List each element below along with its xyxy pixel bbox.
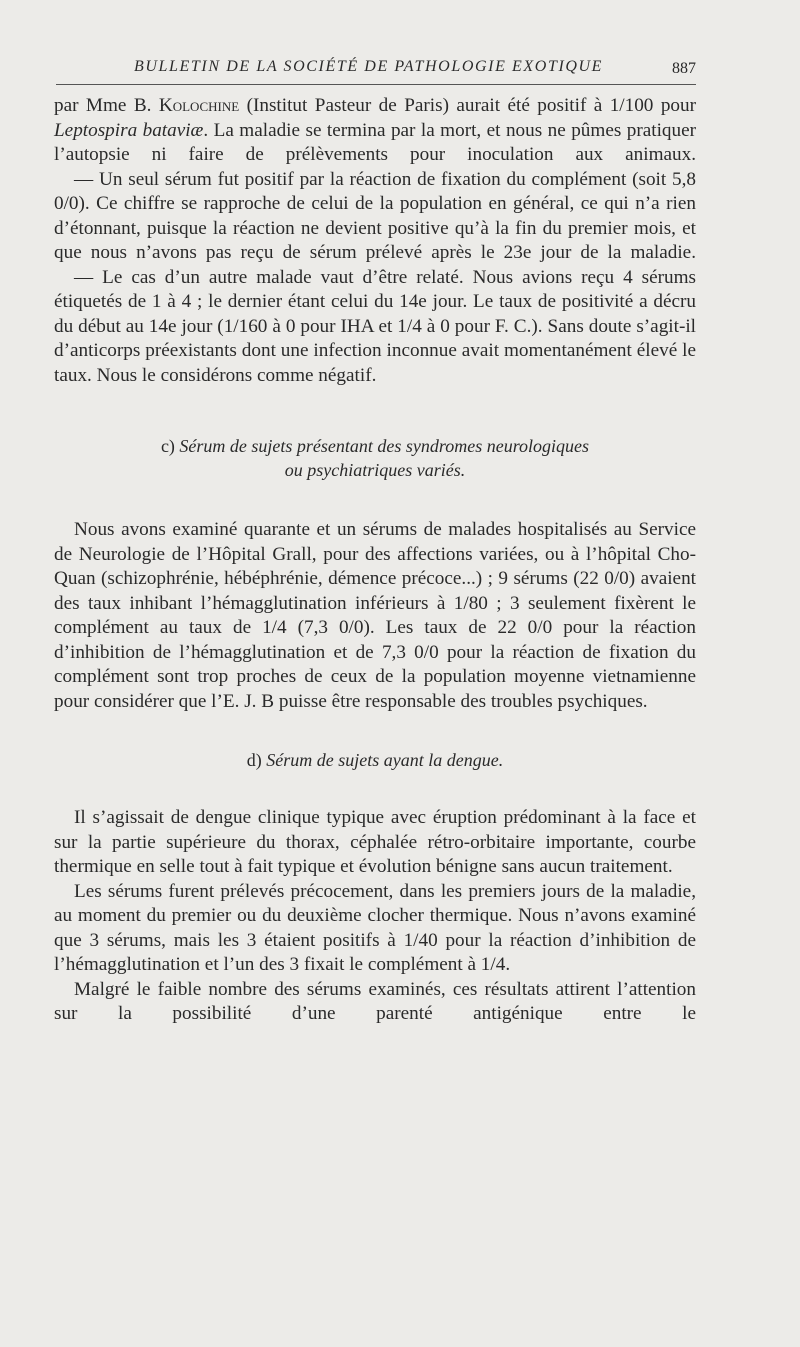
paragraph-1 bbox=[54, 94, 696, 168]
paragraph-5: Il s’agissait de dengue clinique typique avec éruption prédominant à la face et sur la partie supérieure du thorax, céphalée rétro-orbitaire importante, courbe thermique en selle tout à fait typique et évolution bénigne sans aucun traitement. bbox=[54, 807, 696, 877]
paragraph-6: Les sérums furent prélevés précocement, dans les premiers jours de la maladie, au moment du premier ou du deuxième clocher thermique. Nous n’avons examiné que 3 sérums, mais les 3 étaient positifs à 1/40 pour la réaction d’inhibition de l’hémagglutination et l’un des 3 fixait le complément à 1/4. bbox=[54, 880, 696, 975]
p1-text-c: . La maladie se termina par la mort, et nous ne pûmes pratiquer l’autopsie ni faire de prélèvements pour inoculation aux animaux. bbox=[54, 119, 696, 165]
heading-c-title-line2: ou psychiatriques variés. bbox=[284, 460, 466, 480]
running-head bbox=[56, 56, 696, 82]
page-number: 887 bbox=[672, 60, 696, 77]
paragraph-2: — Un seul sérum fut positif par la réaction de fixation du complément (soit 5,8 0/0). Ce chiffre se rapproche de celui de la population en général, ce qui n’a rien d’étonnant, puisque la réaction ne devient positive qu’à la fin du premier mois, et que nous n’avons pas reçu de sérum prélevé après le 23e jour de la maladie. bbox=[54, 168, 696, 263]
paragraph-3: — Le cas d’un autre malade vaut d’être relaté. Nous avions reçu 4 sérums étiquetés de 1 à 4 ; le dernier étant celui du 14e jour. Le taux de positivité a décru du début au 14e jour (1/160 à 0 pour IHA et 1/4 à 0 pour F. C.). Sans doute s’agit-il d’anticorps préexistants dont une infection inconnue avait momentanément élevé le taux. Nous le considérons comme négatif. bbox=[54, 266, 696, 386]
p1-text-a: par Mme B. bbox=[54, 95, 159, 116]
paragraph-4: Nous avons examiné quarante et un sérums de malades hospitalisés au Service de Neurologie de l’Hôpital Grall, pour des affections variées, ou à l’hôpital Cho-Quan (schizophrénie, hébéphrénie, démence précoce...) ; 9 sérums (22 0/0) avaient des taux inhibant l’hémagglutination inférieurs à 1/80 ; 3 seulement fixèrent le complément au taux de 1/4 (7,3 0/0). Les taux de 22 0/0 pour la réaction d’inhibition de l’hémagglutination et de 7,3 0/0 pour la réaction de fixation du complément sont trop proches de ceux de la population moyenne vietnamienne pour considérer que l’E. J. B puisse être responsable des troubles psychiques. bbox=[54, 519, 696, 712]
heading-c-label: c) bbox=[160, 436, 180, 456]
section-heading-d bbox=[54, 748, 696, 772]
paragraph-7: Malgré le faible nombre des sérums examinés, ces résultats attirent l’attention sur la possibilité d’une parenté antigénique entre le bbox=[54, 978, 696, 1024]
section-heading-c bbox=[54, 434, 696, 482]
p1-text-b: (Institut Pasteur de Paris) aurait été positif à 1/100 pour bbox=[239, 95, 696, 116]
author-name: Kolochine bbox=[158, 95, 240, 116]
running-title: BULLETIN DE LA SOCIÉTÉ DE PATHOLOGIE EXOTIQUE bbox=[134, 58, 604, 75]
heading-d-label: d) bbox=[246, 750, 267, 770]
header-rule bbox=[56, 84, 696, 85]
body-text bbox=[54, 94, 696, 1027]
heading-d-title: Sérum de sujets ayant la dengue. bbox=[266, 750, 504, 770]
heading-c-title-line1: Sérum de sujets présentant des syndromes neurologiques bbox=[179, 436, 590, 456]
species-name: Leptospira bataviæ bbox=[54, 119, 204, 141]
